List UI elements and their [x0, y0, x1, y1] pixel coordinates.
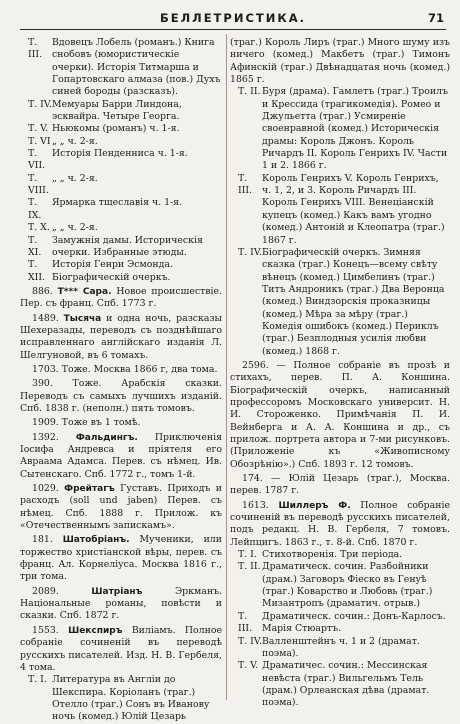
volume-item	[20, 674, 222, 723]
catalog-entry: 2596. — Полное собраніе въ прозѣ и стихахъ, перев. П. А. Коншина. Біографическій очеркъ, написанный профессоромъ Московскаго университ. Н. И. Стороженко. Примѣчанія П. И. Вейнберга и А. А. Коншина и др., съ прилож. портрета автора и 7-ми рисунковъ. (Приложеніе къ «Живописному Обозрѣнію».) Спб. 1893 г. 12 томовъ.	[230, 359, 450, 470]
volume-text: Біографическій очеркъ. Зимняя сказка (траг.) Конецъ—всему свѣту вѣнецъ (комед.) Цимбелинъ (траг.) Титъ Андроникъ (траг.) Два Веронца (комед.) Виндзорскія проказницы (комед.) Мѣра за мѣру (траг.) Комедія ошибокъ (комед.) Периклъ (траг.) Безплодныя усилія любви (комед.) 1868 г.	[262, 246, 445, 357]
entry-author: Шатріанъ	[91, 586, 143, 597]
volume-item	[230, 247, 450, 358]
volume-text: Исторія Пенденниса ч. 1-я.	[52, 148, 188, 160]
volume-item	[20, 99, 222, 124]
volume-item	[230, 549, 450, 561]
entry-author: Шекспиръ	[68, 625, 123, 636]
volume-number: Т. VII.	[28, 148, 46, 172]
volume-number: Т. X.	[28, 222, 50, 234]
entry-author: Шатобріанъ.	[62, 535, 130, 546]
entry-number: 1553.	[32, 624, 59, 636]
volume-item	[230, 636, 450, 661]
catalog-entry: 1909. Тоже въ 1 томѣ.	[32, 417, 141, 429]
volume-number: Т. III.	[238, 610, 253, 635]
entry-author: Т*** Сара.	[57, 286, 112, 297]
volume-number: Т. IV.	[238, 635, 262, 647]
volume-item	[20, 148, 222, 173]
volume-number: Т. III.	[238, 172, 253, 197]
volume-list	[20, 37, 222, 284]
entry-author: Шиллеръ Ф.	[278, 500, 351, 511]
entry-author: Тысяча	[63, 313, 102, 324]
volume-number: Т. XI.	[28, 234, 42, 258]
entry-number: 886.	[32, 285, 53, 297]
volume-number: Т. V.	[28, 123, 49, 135]
volume-item	[230, 173, 450, 247]
catalog-entry	[20, 483, 222, 532]
volume-item	[230, 611, 450, 636]
volume-item	[20, 235, 222, 260]
volume-number: Т. II.	[238, 561, 261, 573]
volume-number: Т. I.	[238, 549, 257, 561]
volume-item	[20, 259, 222, 284]
volume-text: „ „ ч. 2-я.	[52, 172, 98, 184]
volume-number: Т. V.	[238, 660, 259, 672]
volume-text: Исторія Генри Эсмонда. Біографическій очеркъ.	[52, 259, 173, 283]
volume-number: Т. IX.	[28, 197, 42, 221]
catalog-entry	[20, 286, 222, 311]
volume-item	[20, 136, 222, 148]
volume-text: Вдовецъ Лобель (романъ.) Книга снобовъ (юмористическіе очерки). Исторія Титмарша и Гопартовскаго алмаза (пов.) Духъ синей бороды (разсказъ).	[52, 37, 221, 98]
volume-number: Т. II.	[238, 86, 261, 98]
catalog-entry	[20, 625, 222, 674]
volume-item	[20, 173, 222, 198]
entry-text: Новое происшествіе. Пер. съ франц. Спб. 1773 г.	[20, 285, 222, 310]
catalog-entry: 174. — Юлій Цезарь (траг.), Москва. перев. 1787 г.	[230, 473, 450, 497]
entry-text: Полное собраніе сочиненій въ переводѣ русскихъ писателей, подъ редакц. Н. В. Гербеля, 7 томовъ. Лейпцигъ. 1863 г., т. 8-й. Спб. 1870 г.	[230, 499, 450, 548]
volume-text: Стихотворенія. Три періода.	[262, 549, 403, 561]
entry-text: и одна ночь, разсказы Шехеразады, переводъ съ позднѣйшаго исправленнаго англійскаго изданія Л. Шелгуновой, въ 6 томахъ.	[20, 312, 222, 361]
volume-text: Буря (драма). Гамлетъ (траг.) Троилъ и Крессида (трагикомедія). Ромео и Джульетта (траг.) Усмиреніе своенравной (комед.) Историческія драмы: Король Джонъ. Король Ричардъ II. Король Генрихъ IV. Части 1 и 2. 1866 г.	[262, 86, 448, 172]
volume-item	[20, 197, 222, 222]
volume-text: Ярмарка тщеславія ч. 1-я.	[52, 197, 183, 209]
volume-text: Драматическ. сочин.: Донъ-Карлосъ. Марія Стюартъ.	[262, 610, 446, 635]
entry-author: Фрейтагъ	[64, 484, 115, 495]
page-header	[20, 8, 446, 30]
entry-number: 2089.	[32, 585, 59, 597]
volume-number: Т. III.	[28, 37, 43, 61]
volume-list	[230, 86, 450, 358]
volume-item	[20, 222, 222, 234]
catalog-entry	[230, 500, 450, 549]
right-column	[230, 37, 450, 709]
section-title: БЕЛЛЕТРИСТИКА.	[159, 11, 307, 25]
entry-number: 1489.	[32, 312, 59, 324]
volume-number: Т. XII.	[28, 259, 46, 283]
volume-text: Драматичес. сочин.: Мессинская невѣста (траг.) Вильгельмъ Тель (драм.) Орлеанская дѣва (драмат. поэма).	[262, 660, 430, 709]
entry-author: Фальдингъ.	[75, 432, 138, 443]
continued-text: (траг.) Король Лиръ (траг.) Много шуму изъ ничего (комед.) Макбетъ (траг.) Тимонъ Афинскій (траг.) Двѣнадцатая ночь (комед.) 1865 г.	[230, 37, 450, 86]
column-divider	[226, 34, 227, 700]
entry-text: Эркманъ. Національные романы, повѣсти и сказки. Спб. 1872 г.	[20, 585, 222, 622]
volume-text: Ньюкомы (романъ) ч. 1-я.	[52, 123, 180, 135]
catalog-entry	[20, 313, 222, 362]
volume-text: Замужнія дамы. Историческія очерки. Избранные этюды.	[52, 234, 203, 258]
volume-number: Т. IV.	[28, 98, 52, 110]
entry-number: 1392.	[32, 431, 59, 443]
volume-item	[20, 123, 222, 135]
entry-number: 1029.	[32, 483, 59, 495]
page-number: 71	[427, 11, 444, 25]
volume-item	[20, 37, 222, 99]
volume-text: „ „ ч. 2-я.	[52, 135, 98, 147]
volume-item	[230, 660, 450, 709]
volume-text: Король Генрихъ V. Король Генрихъ, ч. 1, 2, и 3. Король Ричардъ III. Король Генрихъ VIII. Венеціанскій купецъ (комед.) Какъ вамъ угодно (комед.) Антоній и Клеопатра (траг.) 1867 г.	[262, 172, 445, 246]
entry-number: 181.	[32, 534, 53, 546]
catalog-entry	[20, 432, 222, 481]
catalog-entry: 390. Тоже. Арабскія сказки. Переводъ съ самыхъ лучшихъ изданій. Спб. 1838 г. (неполн.) пять томовъ.	[20, 378, 222, 414]
entry-text: Виліамъ. Полное собраніе сочиненій въ переводѣ русскихъ писателей. Изд. Н. В. Гербеля, 4 тома.	[20, 624, 222, 673]
catalog-entry: 1703. Тоже. Москва 1866 г, два тома.	[32, 363, 218, 375]
volume-text: Литература въ Англіи до Шекспира. Коріоланъ (траг.) Отелло (траг.) Сонъ въ Иванову ночь (комед.) Юлій Цезарь	[52, 674, 210, 723]
volume-text: Драматическ. сочин. Разбойники (драм.) Заговоръ Фіеско въ Генуѣ (траг.) Коварство и Любовь (траг.) Мизантропъ (драматич. отрыв.)	[262, 561, 433, 610]
entry-text: Густавъ. Приходъ и расходъ (soll und jaben) Перев. съ нѣмец. Спб. 1888 г. Прилож. къ «Отечественнымъ запискамъ».	[20, 483, 222, 532]
volume-text: Мемуары Барри Линдона, эсквайра. Четыре Георга.	[52, 98, 182, 123]
entry-text: Мученики, или торжество христіанской вѣры, перев. съ франц. Ал. Корнеліуса. Москва 1816 г., три тома.	[20, 534, 222, 583]
catalog-entry	[20, 534, 222, 583]
volume-item	[230, 561, 450, 610]
volume-number: Т. VI	[28, 135, 51, 147]
volume-text: „ „ ч. 2-я.	[52, 222, 98, 234]
volume-number: Т. I.	[28, 674, 47, 686]
catalog-entry	[20, 586, 222, 623]
left-column	[20, 37, 222, 723]
volume-text: Валленштейнъ ч. 1 и 2 (драмат. поэма).	[262, 635, 420, 659]
volume-item	[230, 86, 450, 172]
volume-number: Т. VIII.	[28, 172, 49, 197]
entry-number: 1613.	[242, 499, 269, 511]
volume-number: Т. IV.	[238, 246, 262, 258]
entry-text: Приключенія Іосифа Андревса и пріятеля его Авраама Адамса. Перев. съ нѣмец. Ив. Сытенскаго. Спб. 1772 г., томъ 1-й.	[20, 431, 222, 480]
volume-list	[230, 549, 450, 709]
